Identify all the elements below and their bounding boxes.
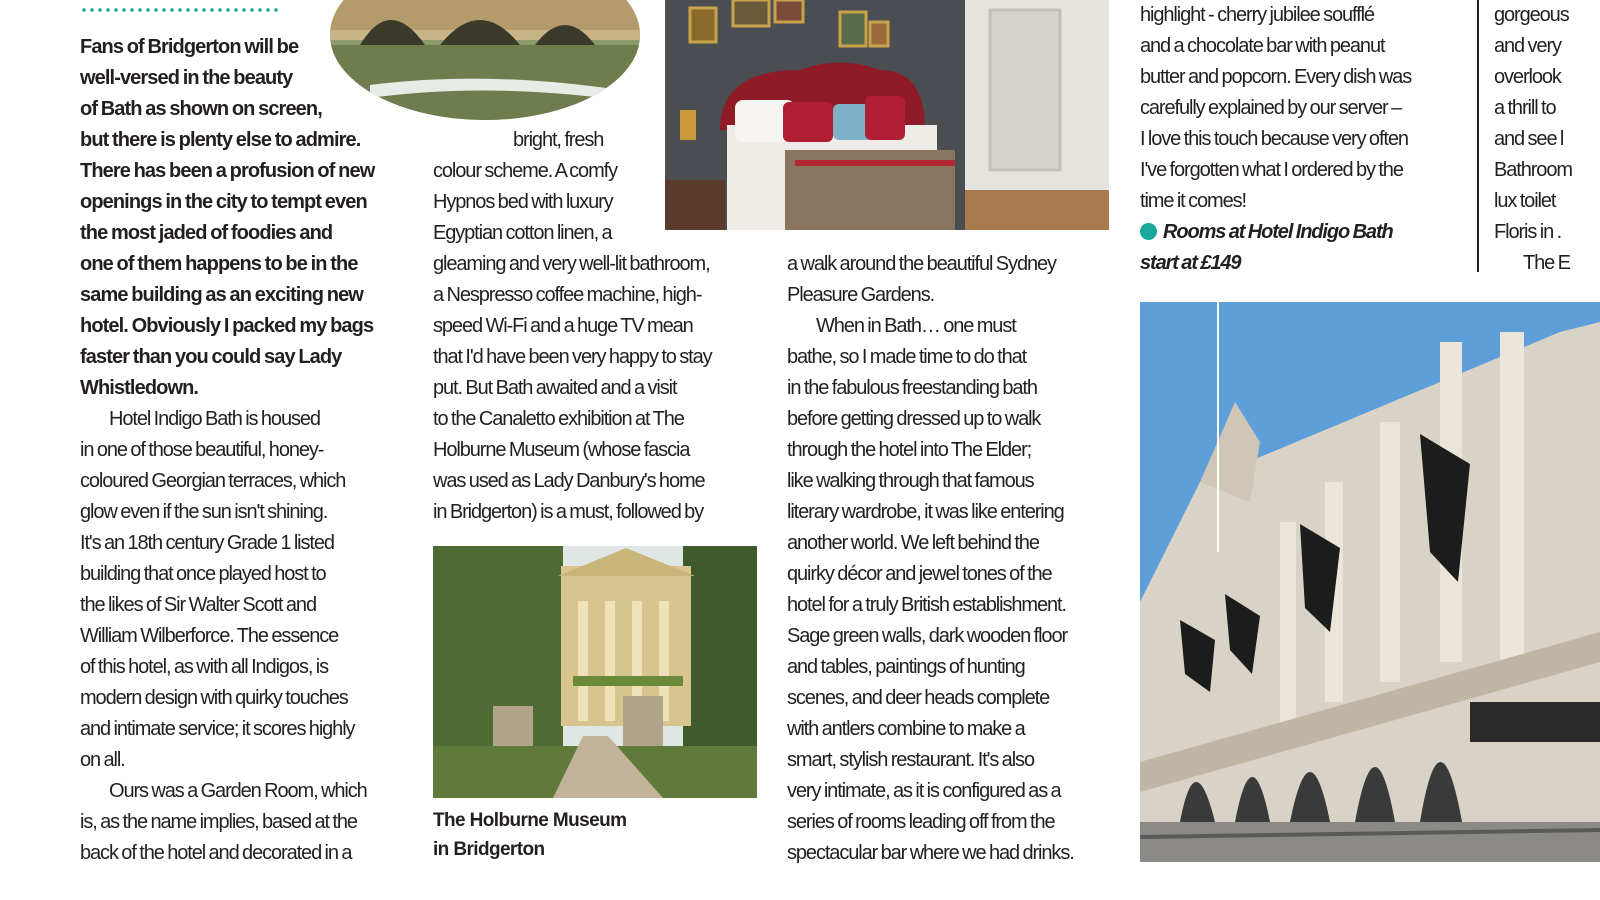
bullet-icon xyxy=(1140,223,1157,240)
body-paragraph: Ours was a Garden Room, which is, as the name implies, based at the back of the hotel and decorated in a xyxy=(80,780,367,864)
image-caption: The Holburne Museum in Bridgerton xyxy=(433,810,627,860)
column-4 xyxy=(1140,0,1470,279)
rooms-price-info: Rooms at Hotel Indigo Bath start at £149 xyxy=(1140,221,1393,274)
column-3 xyxy=(787,249,1127,869)
intro-paragraph: Fans of Bridgerton will be well-versed in the beauty of Bath as shown on screen, but there is plenty else to admire. There has been a profusion of new openings in the city to tempt even the most jaded of foodies and one of them happens to be in the same building as an exciting new hotel. Obviously I packed my bags faster than you could say Lady Whistledown. xyxy=(80,36,375,399)
column-5-partial xyxy=(1494,0,1600,279)
body-paragraph: gorgeous and very overlook a thrill to and see l Bathroom lux toilet Floris in . The E xyxy=(1494,4,1572,274)
body-paragraph: Hotel Indigo Bath is housed in one of those beautiful, honey- coloured Georgian terraces, which glow even if the sun isn't shining. It's an 18th century Grade 1 listed building that once played host to the likes of Sir Walter Scott and William Wilberforce. The essence of this hotel, as with all Indigos, is modern design with quirky touches and intimate service; it scores highly on all. xyxy=(80,408,355,771)
body-paragraph: When in Bath… one must bathe, so I made time to do that in the fabulous freestanding bath before getting dressed up to walk through the hotel into The Elder; like walking through that famous literary wardrobe, it was like entering another world. We left behind the quirky décor and jewel tones of the hotel for a truly British establishment. Sage green walls, dark wooden floor and tables, paintings of hunting scenes, and deer heads complete with antlers combine to make a smart, stylish restaurant. It's also very intimate, as it is configured as a series of rooms leading off from the spectacular bar where we had drinks. xyxy=(787,315,1074,864)
column-divider xyxy=(1477,0,1479,272)
dotted-rule xyxy=(80,6,280,14)
body-paragraph: highlight - cherry jubilee soufflé and a chocolate bar with peanut butter and popcorn. Every dish was carefully explained by our server – I love this touch because very often I've forgotten what I ordered by the time it comes! xyxy=(1140,4,1412,212)
column-2 xyxy=(433,125,763,528)
cafe-royal-building-photo xyxy=(1140,302,1600,862)
column-1 xyxy=(80,32,410,869)
body-paragraph: bright, fresh colour scheme. A comfy Hypnos bed with luxury Egyptian cotton linen, a gleaming and very well-lit bathroom, a Nespresso coffee machine, high- speed Wi-Fi and a huge TV mean that I'd have been very happy to stay put. But Bath awaited and a visit to the Canaletto exhibition at The Holburne Museum (whose fascia was used as Lady Danbury's home in Bridgerton) is a must, followed by xyxy=(433,129,712,523)
holburne-museum-photo xyxy=(433,546,757,798)
body-paragraph: a walk around the beautiful Sydney Pleasure Gardens. xyxy=(787,253,1056,306)
